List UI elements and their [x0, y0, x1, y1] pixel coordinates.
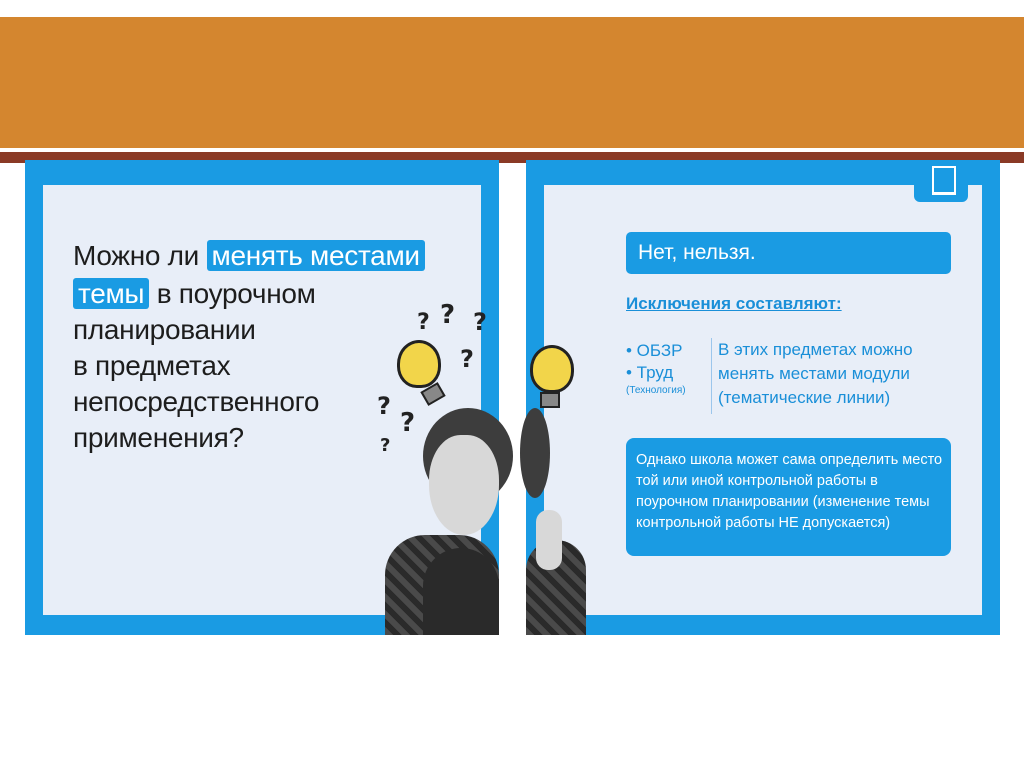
question-highlight-swap: менять местами [207, 240, 425, 271]
question-mark-icon: ? [417, 310, 430, 335]
answer-banner: Нет, нельзя. [626, 232, 951, 274]
lightbulb-icon [397, 340, 441, 388]
subject-obzr: • ОБЗР [626, 341, 683, 360]
slide-answer [526, 160, 1000, 635]
question-part-2: в поурочном [149, 278, 316, 309]
student-hand [536, 510, 562, 570]
question-line-4: в предметах [73, 350, 231, 381]
question-mark-icon: ? [440, 300, 456, 330]
logo-tab [914, 160, 968, 202]
question-text [73, 238, 420, 456]
question-line-6: применения? [73, 422, 244, 453]
exceptions-heading: Исключения составляют: [626, 294, 842, 313]
subjects-divider [711, 338, 712, 414]
student-top [423, 548, 499, 635]
subject-trud: • Труд [626, 363, 674, 382]
question-part-1: Можно ли [73, 240, 207, 271]
question-mark-icon: ? [400, 408, 416, 438]
question-line-5: непосредственного [73, 386, 320, 417]
student-hair [520, 408, 550, 498]
question-mark-icon: ? [377, 392, 391, 420]
student-face [429, 435, 499, 535]
question-highlight-topics: темы [73, 278, 149, 309]
question-mark-icon: ? [380, 435, 391, 456]
building-logo-icon [932, 166, 956, 195]
exception-subjects [626, 340, 706, 398]
modules-note: В этих предметах можно менять местами модули (тематические линии) [718, 340, 913, 407]
lightbulb-base-icon [540, 392, 560, 408]
control-work-note: Однако школа может сама определить место той или иной контрольной работы в поурочном планировании (изменение темы контрольной работы НЕ допускается) [626, 438, 951, 556]
slide-question [25, 160, 499, 635]
question-line-3: планировании [73, 314, 256, 345]
lightbulb-icon [530, 345, 574, 393]
question-mark-icon: ? [473, 308, 487, 336]
title-band [0, 17, 1024, 148]
question-mark-icon: ? [460, 345, 474, 373]
subject-trud-note: (Технология) [626, 385, 686, 396]
